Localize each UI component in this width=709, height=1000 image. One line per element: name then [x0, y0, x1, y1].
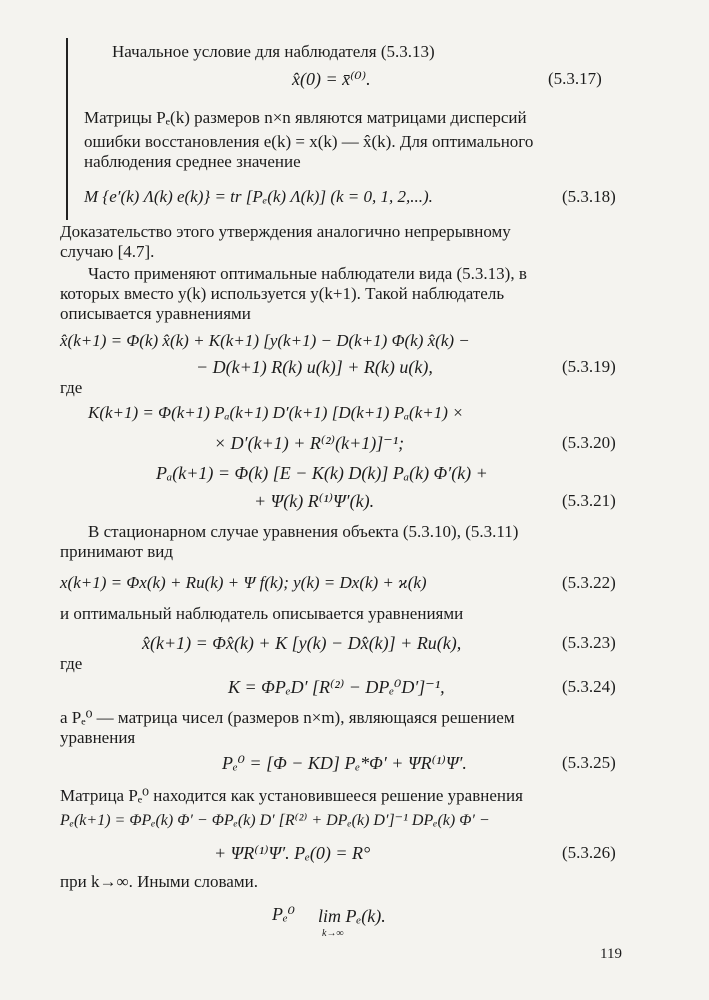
text-line: В стационарном случае уравнения объекта (5.3.10), (5.3.11) [88, 522, 519, 541]
formula-5-3-20-line2: × D′(k+1) + R⁽²⁾(k+1)]⁻¹; [214, 433, 405, 453]
limit-lhs: Pₑ⁰ [272, 904, 295, 924]
text-line: ошибки восстановления e(k) = x(k) — x̂(k). Для оптимального [84, 132, 534, 151]
formula-5-3-21-line2: + Ψ(k) R⁽¹⁾Ψ′(k). [254, 491, 375, 511]
text-line: а Pₑ⁰ — матрица чисел (размеров n×m), являющаяся решением [60, 708, 515, 727]
text-line: уравнения [60, 728, 136, 747]
eqnum-5-3-23: (5.3.23) [562, 633, 616, 652]
page-number: 119 [600, 946, 622, 962]
eqnum-5-3-18: (5.3.18) [562, 187, 616, 206]
margin-bar [66, 38, 68, 220]
text-line: описывается уравнениями [60, 304, 251, 323]
eqnum-5-3-25: (5.3.25) [562, 753, 616, 772]
formula-5-3-26-line2: + ΨR⁽¹⁾Ψ′. Pₑ(0) = R° [214, 843, 371, 863]
eqnum-5-3-19: (5.3.19) [562, 357, 616, 376]
text-line: принимают вид [60, 542, 174, 561]
formula-5-3-17: x̂(0) = x̄⁽⁰⁾. [292, 69, 371, 89]
formula-5-3-26-line1: Pₑ(k+1) = ΦPₑ(k) Φ′ − ΦPₑ(k) D′ [R⁽²⁾ + DPₑ(k) D′]⁻¹ DPₑ(k) Φ′ − [60, 812, 490, 829]
formula-5-3-23: x̂(k+1) = Φx̂(k) + K [y(k) − Dx̂(k)] + Ru(k), [142, 633, 462, 653]
limit-rhs: lim Pₑ(k). [318, 906, 386, 926]
text-line: и оптимальный наблюдатель описывается уравнениями [60, 604, 464, 623]
text-line: Матрица Pₑ⁰ находится как установившееся решение уравнения [60, 786, 523, 805]
text-line: случаю [4.7]. [60, 242, 155, 261]
text-line: Матрицы Pₑ(k) размеров n×n являются матрицами дисперсий [84, 108, 527, 127]
text-line: наблюдения среднее значение [84, 152, 301, 171]
text-line: где [60, 378, 83, 397]
eqnum-5-3-22: (5.3.22) [562, 573, 616, 592]
text-line: при k→∞. Иными словами. [60, 872, 258, 891]
text-line: которых вместо y(k) используется y(k+1). Такой наблюдатель [60, 284, 505, 303]
formula-5-3-21-line1: Pₐ(k+1) = Φ(k) [E − K(k) D(k)] Pₐ(k) Φ′(k) + [156, 463, 488, 483]
text-line: Начальное условие для наблюдателя (5.3.13) [112, 42, 435, 61]
formula-5-3-18: M {e′(k) Λ(k) e(k)} = tr [Pₑ(k) Λ(k)] (k = 0, 1, 2,...). [84, 187, 433, 206]
formula-5-3-22: x(k+1) = Φx(k) + Ru(k) + Ψ f(k); y(k) = Dx(k) + ϰ(k) [60, 573, 427, 592]
eqnum-5-3-17: (5.3.17) [548, 69, 602, 88]
eqnum-5-3-21: (5.3.21) [562, 491, 616, 510]
formula-5-3-25: Pₑ⁰ = [Φ − KD] Pₑ*Φ′ + ΨR⁽¹⁾Ψ′. [222, 753, 467, 773]
text-line: Часто применяют оптимальные наблюдатели вида (5.3.13), в [88, 264, 527, 283]
text-line: где [60, 654, 83, 673]
formula-5-3-19-line2: − D(k+1) R(k) u(k)] + R(k) u(k), [196, 357, 433, 377]
formula-5-3-24: K = ΦPₑD′ [R⁽²⁾ − DPₑ⁰D′]⁻¹, [228, 677, 445, 697]
text-line: Доказательство этого утверждения аналогично непрерывному [60, 222, 511, 241]
eqnum-5-3-20: (5.3.20) [562, 433, 616, 452]
formula-5-3-20-line1: K(k+1) = Φ(k+1) Pₐ(k+1) D′(k+1) [D(k+1) Pₐ(k+1) × [88, 403, 464, 422]
eqnum-5-3-26: (5.3.26) [562, 843, 616, 862]
eqnum-5-3-24: (5.3.24) [562, 677, 616, 696]
limit-subscript: k→∞ [322, 928, 344, 939]
formula-5-3-19-line1: x̂(k+1) = Φ(k) x̂(k) + K(k+1) [y(k+1) − D(k+1) Φ(k) x̂(k) − [60, 331, 470, 350]
